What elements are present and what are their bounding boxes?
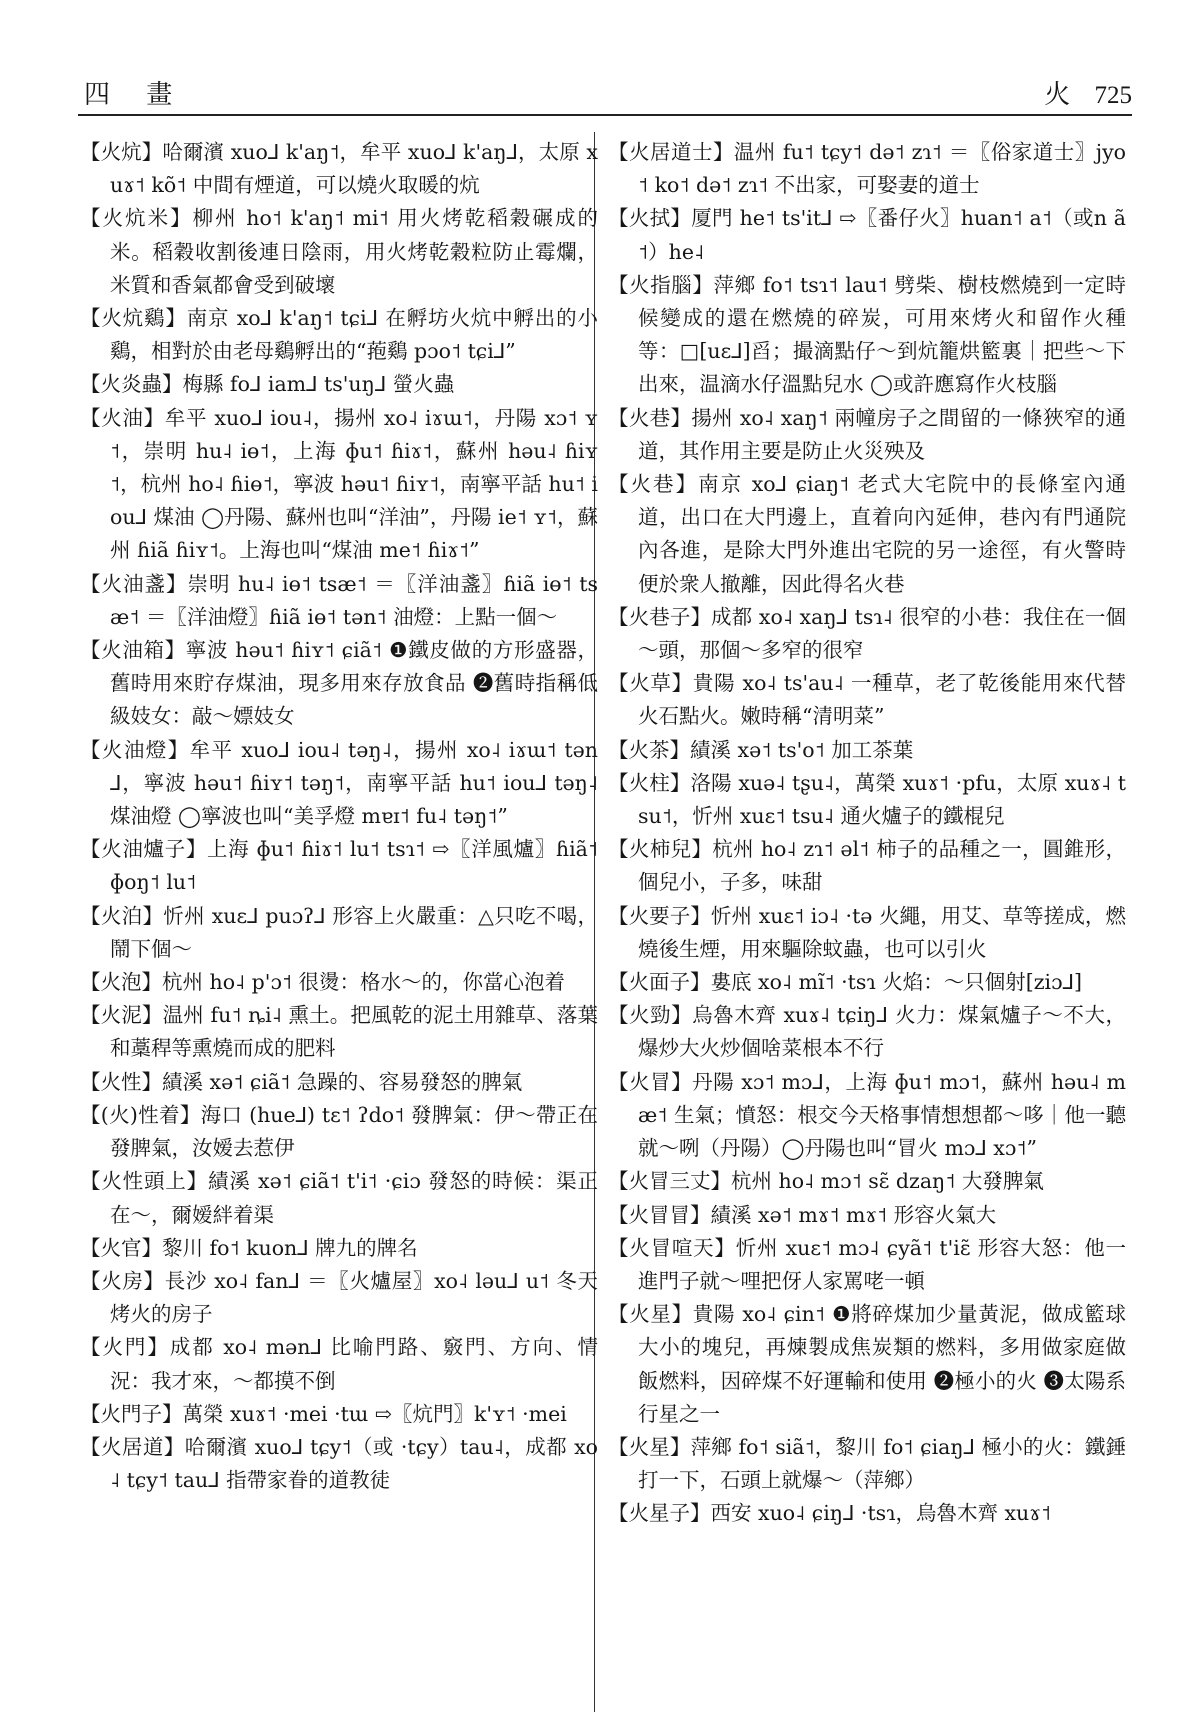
page-number: 725	[1094, 82, 1132, 109]
entry: 【火冒】丹陽 xɔ˦ mɔ⅃，上海 ɸu˦ mɔ˦，蘇州 həu˨ mæ˦ 生氣；憤怒：根交今天格事情想想都～哆｜他一聽就～咧（丹陽）◯丹陽也叫“冒火 mɔ⅃ xɔ˦”	[608, 1069, 1126, 1161]
entry: 【火巷】南京 xo⅃ ɕiaŋ˦ 老式大宅院中的長條室內通道，出口在大門邊上，直着向內延伸，巷內有門通院內各進，是除大門外進出宅院的另一途徑，有火警時便於衆人撤離，因此得名火巷	[608, 472, 1126, 596]
entry: 【火炕】哈爾濱 xuo⅃ k'aŋ˦，牟平 xuo⅃ k'aŋ⅃，太原 xuɤ˦ kõ˦ 中間有煙道，可以燒火取暖的炕	[80, 140, 598, 198]
header-rule	[78, 114, 1132, 116]
entry: 【火茶】績溪 xə˦ ts'o˦ 加工茶葉	[608, 737, 914, 762]
page-header	[84, 74, 1132, 114]
entry: 【火油盞】崇明 hu˨ iɵ˦ tsæ˦ ＝〖洋油盞〗ɦiã iɵ˦ tsæ˦ ＝〖洋油燈〗ɦiã iɵ˦ tən˦ 油燈：上點一個～	[80, 571, 598, 629]
entry: 【火冒三丈】杭州 ho˨ mɔ˦ sɛ̃ dzaŋ˦ 大發脾氣	[608, 1169, 1044, 1194]
entry: 【(火)性着】海口 (hue⅃) tɛ˦ ʔdo˦ 發脾氣：伊～帶正在發脾氣，汝嫒去惹伊	[80, 1102, 598, 1161]
entry: 【火油燈】牟平 xuo⅃ iou˨ təŋ˨，揚州 xo˨ iɤɯ˦ tən⅃，寧波 həu˦ ɦiʏ˦ təŋ˦，南寧平話 hu˦ iou⅃ təŋ˨ 煤油燈 ◯寧波也叫“美孚燈 mɐɪ˦ fu˨ təŋ˦”	[80, 737, 598, 829]
entry: 【火官】黎川 fo˦ kuon⅃ 牌九的牌名	[80, 1235, 418, 1260]
entry: 【火油】牟平 xuo⅃ iou˨，揚州 xo˨ iɤɯ˦，丹陽 xɔ˦ ʏ˦，崇明 hu˨ iɵ˦，上海 ɸu˦ ɦiɤ˦，蘇州 həu˨ ɦiʏ˦，杭州 ho˨ ɦiɵ˦，寧波 həu˦ ɦiʏ˦，南寧平話 hu˦ iou⅃ 煤油 ◯丹陽、蘇州也叫“洋油”，丹陽 ie˦ ʏ˦，蘇州 ɦiã ɦiʏ˦。上海也叫“煤油 me˦ ɦiɤ˦”	[80, 405, 598, 563]
entry: 【火炕鷄】南京 xo⅃ k'aŋ˦ tɕi⅃ 在孵坊火炕中孵出的小鷄，相對於由老母鷄孵出的“菢鷄 pɔo˦ tɕi⅃”	[80, 306, 598, 364]
header-right	[1044, 74, 1132, 111]
entry: 【火星】貴陽 xo˨ ɕin˦ ❶將碎煤加少量黃泥，做成籃球大小的塊兒，再煉製成焦炭類的燃料，多用做家庭做飯燃料，因碎煤不好運輸和使用 ❷極小的火 ❸太陽系行星之一	[608, 1302, 1126, 1426]
right-column	[608, 136, 1126, 1531]
entry: 【火居道】哈爾濱 xuo⅃ tɕy˦（或 ·tɕy）tau˨，成都 xo˨ tɕy˦ tau⅃ 指帶家眷的道教徒	[80, 1434, 598, 1493]
entry: 【火炎蟲】梅縣 fo⅃ iam⅃ ts'uŋ⅃ 螢火蟲	[80, 372, 455, 397]
entry: 【火油爐子】上海 ɸu˦ ɦiɤ˦ lu˦ tsɿ˦ ⇨〖洋風爐〗ɦiã˦ ɸoŋ˦ lu˦	[80, 837, 598, 895]
entry: 【火性】績溪 xə˦ ɕiã˦ 急躁的、容易發怒的脾氣	[80, 1069, 523, 1094]
entry: 【火門】成都 xo˨ mən⅃ 比喻門路、竅門、方向、情況：我才來，～都摸不倒	[80, 1335, 598, 1393]
entry: 【火草】貴陽 xo˨ ts'au˨ 一種草，老了乾後能用來代替火石點火。嫩時稱“清明菜”	[608, 671, 1126, 729]
entry: 【火巷子】成都 xo˨ xaŋ⅃ tsɿ˨ 很窄的小巷：我住在一個～頭，那個～多窄的很窄	[608, 604, 1126, 663]
left-column	[80, 136, 598, 1497]
entry: 【火星】萍鄉 fo˦ siã˦，黎川 fo˦ ɕiaŋ⅃ 極小的火：鐵錘打一下，石頭上就爆～（萍鄉）	[608, 1434, 1126, 1493]
entry: 【火巷】揚州 xo˨ xaŋ˦ 兩幢房子之間留的一條狹窄的通道，其作用主要是防止火災殃及	[608, 405, 1126, 463]
entry: 【火指腦】萍鄉 fo˦ tsɿ˦ lau˦ 劈柴、樹枝燃燒到一定時候變成的還在燃燒的碎炭，可用來烤火和留作火種等：□[uɛ⅃]舀；撮滴點仔～到炕籠烘籃裏｜把些～下出來，温滴水仔溫點兒水 ◯或許應寫作火枝腦	[608, 272, 1126, 397]
entry: 【火柱】洛陽 xuə˨ tʂu˨，萬榮 xuɤ˦ ·pfu，太原 xuɤ˨ tsu˦，忻州 xuɛ˦ tsu˨ 通火爐子的鐵棍兒	[608, 770, 1126, 829]
entry: 【火拭】厦門 he˦ ts'it⅃ ⇨〖番仔火〗huan˦ a˦（或n ã˦）he˨	[608, 206, 1126, 264]
entry: 【火泊】忻州 xuɛ⅃ puɔʔ⅃ 形容上火嚴重：△只吃不喝，鬧下個～	[80, 903, 598, 961]
entry: 【火冒冒】績溪 xə˦ mɤ˦ mɤ˦ 形容火氣大	[608, 1202, 997, 1227]
entry: 【火冒喧天】忻州 xuɛ˦ mɔ˨ ɕyã˦ t'iɛ̃ 形容大怒：他一進門子就～哩把伢人家罵咾一頓	[608, 1235, 1126, 1293]
entry: 【火柿兒】杭州 ho˨ zɿ˦ əl˦ 柿子的品種之一，圓錐形，個兒小，子多，味甜	[608, 837, 1126, 895]
entry: 【火炕米】柳州 ho˦ k'aŋ˦ mi˦ 用火烤乾稻穀碾成的米。稻穀收割後連日陰雨，用火烤乾穀粒防止霉爛，米質和香氣都會受到破壞	[80, 206, 598, 297]
entry: 【火泡】杭州 ho˨ p'ɔ˦ 很燙：格水～的，你當心泡着	[80, 970, 566, 995]
entry: 【火居道士】温州 fu˦ tɕy˦ də˦ zɿ˦ ＝〖俗家道士〗jyo˦ ko˦ də˦ zɿ˦ 不出家，可娶妻的道士	[608, 140, 1126, 198]
entry: 【火性頭上】績溪 xə˦ ɕiã˦ t'i˦ ·ɕiɔ 發怒的時候：渠正在～，爾嫒絆着渠	[80, 1169, 598, 1227]
entry: 【火要子】忻州 xuɛ˦ iɔ˨ ·tə 火繩，用艾、草等搓成，燃燒後生煙，用來驅除蚊蟲，也可以引火	[608, 903, 1126, 961]
header-char: 火	[1044, 80, 1071, 110]
entry: 【火勁】烏魯木齊 xuɤ˨ tɕiŋ⅃ 火力：煤氣爐子～不大，爆炒大火炒個啥菜根本不行	[608, 1003, 1126, 1061]
entry: 【火泥】温州 fu˦ ȵi˨ 熏土。把風乾的泥土用雜草、落葉和藁稈等熏燒而成的肥料	[80, 1003, 598, 1061]
entry: 【火油箱】寧波 həu˦ ɦiʏ˦ ɕiã˦ ❶鐵皮做的方形盛器，舊時用來貯存煤油，現多用來存放食品 ❷舊時指稱低級妓女：敲～嫖妓女	[80, 638, 598, 729]
entry: 【火門子】萬榮 xuɤ˦ ·mei ·tɯ ⇨〖炕門〗k'ʏ˦ ·mei	[80, 1401, 567, 1426]
entry: 【火面子】婁底 xo˨ mĩ˦ ·tsɿ 火焰：～只個射[ziɔ⅃]	[608, 970, 1082, 995]
entry: 【火星子】西安 xuo˨ ɕiŋ⅃ ·tsɿ，烏魯木齊 xuɤ˦	[608, 1501, 1051, 1526]
entry: 【火房】長沙 xo˨ fan⅃ ＝〖火爐屋〗xo˨ ləu⅃ u˦ 冬天烤火的房子	[80, 1268, 598, 1327]
section-title: 四 畫	[84, 80, 187, 110]
